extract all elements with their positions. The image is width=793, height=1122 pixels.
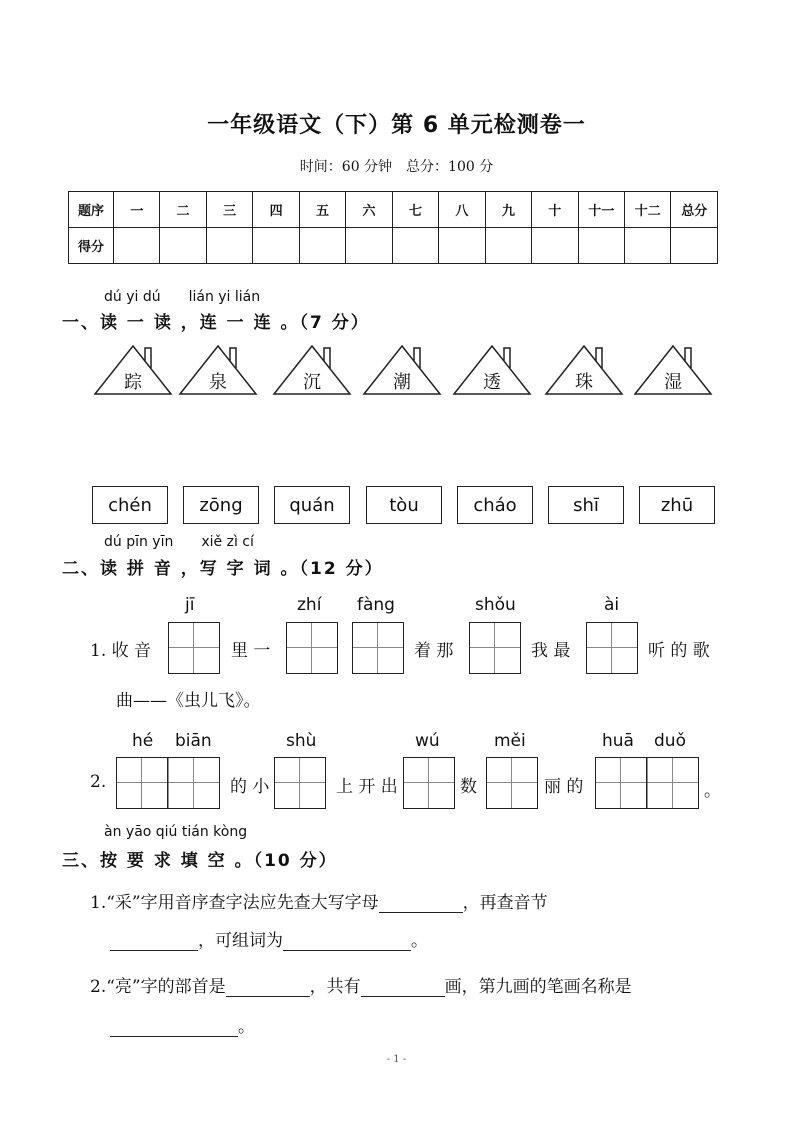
q3-item2-text-c: 画，第九画的笔画名称是: [444, 977, 632, 997]
house-character: 踪: [124, 372, 142, 393]
score-cell[interactable]: [392, 228, 438, 264]
col-header: 五: [299, 192, 345, 228]
pinyin-card[interactable]: chén: [92, 486, 168, 524]
q3-item1-text-b: ，再查音节: [462, 893, 548, 913]
score-cell[interactable]: [253, 228, 299, 264]
writing-box-zhi[interactable]: [286, 622, 338, 674]
writing-box-mei[interactable]: [486, 757, 538, 809]
pinyin-card[interactable]: shī: [548, 486, 624, 524]
col-header: 十: [532, 192, 578, 228]
col-header: 一: [114, 192, 160, 228]
q2-heading: 二、读 拼 音 ，写 字 词 。（12 分）: [62, 559, 384, 579]
q2-2-text-a: 的 小: [230, 777, 270, 797]
character-house[interactable]: [633, 342, 713, 398]
q2-1-text-b: 里 一: [231, 641, 271, 661]
py-shou: shǒu: [475, 595, 516, 615]
score-header-row: [69, 192, 718, 228]
q3-item2-text-a: 2.“亮”字的部首是: [90, 977, 226, 997]
house-character: 泉: [209, 372, 227, 393]
writing-box-ji[interactable]: [168, 622, 220, 674]
blank-syllable[interactable]: [110, 932, 198, 951]
py-zhi: zhí: [297, 595, 322, 615]
py-hua: huā: [602, 731, 634, 751]
score-cell[interactable]: [671, 228, 718, 264]
q3-item2-line2: [110, 1012, 255, 1037]
q2-2-num: 2.: [90, 772, 107, 792]
col-header: 十二: [624, 192, 670, 228]
score-table: [68, 191, 718, 264]
col-header: 三: [206, 192, 252, 228]
character-house[interactable]: [452, 342, 532, 398]
col-header: 十一: [578, 192, 624, 228]
house-character: 潮: [393, 372, 411, 393]
score-cell[interactable]: [485, 228, 531, 264]
q3-item1-text-d: 。: [411, 931, 428, 951]
col-header: 二: [160, 192, 206, 228]
q2-1-text-a: 1. 收 音: [90, 641, 152, 661]
character-house[interactable]: [362, 342, 442, 398]
pinyin-card[interactable]: cháo: [457, 486, 533, 524]
writing-box-wu[interactable]: [403, 757, 455, 809]
character-house[interactable]: [178, 342, 258, 398]
house-character: 透: [483, 372, 501, 393]
q2-pinyin: dú pīn yīn xiě zì cí: [104, 534, 254, 550]
py-duo: duǒ: [654, 731, 686, 751]
q3-item2-line1: [90, 972, 632, 997]
py-ji: jī: [185, 595, 195, 615]
score-cell[interactable]: [299, 228, 345, 264]
character-house[interactable]: [544, 342, 624, 398]
col-header: 七: [392, 192, 438, 228]
q3-item1-text-c: ，可组词为: [198, 931, 283, 951]
score-cell[interactable]: [160, 228, 206, 264]
exam-info: 时间：60 分钟 总分：100 分: [299, 159, 494, 175]
py-wu: wú: [415, 731, 440, 751]
writing-box-shu[interactable]: [274, 757, 326, 809]
blank-stroke-count[interactable]: [361, 978, 445, 997]
q2-1-continuation: 曲——《虫儿飞》。: [116, 691, 261, 711]
score-cell[interactable]: [624, 228, 670, 264]
col-header: 总分: [671, 192, 718, 228]
q3-pinyin: àn yāo qiú tián kòng: [104, 824, 248, 840]
col-header: 六: [346, 192, 392, 228]
row-label-score: 得分: [69, 228, 114, 264]
q2-1-text-d: 我 最: [531, 641, 571, 661]
house-character: 沉: [303, 372, 321, 393]
q3-item2-text-d: 。: [238, 1017, 255, 1037]
writing-box-shou[interactable]: [469, 622, 521, 674]
q2-2-text-b: 上 开 出: [336, 777, 398, 797]
q3-item1-line1: [90, 888, 548, 913]
q1-heading: 一、读 一 读 ，连 一 连 。（7 分）: [62, 313, 370, 333]
q2-1-text-c: 着 那: [414, 641, 454, 661]
q3-heading: 三、按 要 求 填 空 。（10 分）: [62, 851, 338, 871]
score-cell[interactable]: [439, 228, 485, 264]
writing-box-ai[interactable]: [586, 622, 638, 674]
character-house[interactable]: [272, 342, 352, 398]
character-house[interactable]: [93, 342, 173, 398]
house-character: 湿: [664, 372, 682, 393]
pinyin-card[interactable]: quán: [274, 486, 350, 524]
writing-box-fang[interactable]: [352, 622, 404, 674]
score-cell[interactable]: [578, 228, 624, 264]
score-cell[interactable]: [206, 228, 252, 264]
py-bian: biān: [175, 731, 212, 751]
py-mei: měi: [494, 731, 526, 751]
blank-radical[interactable]: [226, 978, 310, 997]
writing-box-huaduo[interactable]: [595, 757, 699, 809]
score-cell[interactable]: [114, 228, 160, 264]
py-fang: fàng: [357, 595, 395, 615]
blank-stroke-name[interactable]: [110, 1018, 238, 1037]
col-header: 八: [439, 192, 485, 228]
q1-pinyin: dú yi dú lián yi lián: [104, 289, 261, 305]
py-shu: shù: [286, 731, 317, 751]
py-ai: ài: [604, 595, 620, 615]
col-header: 四: [253, 192, 299, 228]
q3-item2-text-b: ，共有: [309, 977, 361, 997]
blank-letter[interactable]: [379, 894, 463, 913]
score-value-row: [69, 228, 718, 264]
pinyin-card[interactable]: tòu: [366, 486, 442, 524]
row-label-order: 题序: [69, 192, 114, 228]
pinyin-card[interactable]: zōng: [183, 486, 259, 524]
col-header: 九: [485, 192, 531, 228]
py-he: hé: [132, 731, 154, 751]
writing-box-hebian[interactable]: [116, 757, 220, 809]
house-character: 珠: [575, 372, 593, 393]
score-cell[interactable]: [346, 228, 392, 264]
q2-2-text-c: 数: [460, 777, 477, 797]
q3-item1-line2: [110, 926, 428, 951]
q2-2-text-d: 丽 的: [544, 777, 584, 797]
blank-word[interactable]: [283, 932, 411, 951]
page-number: - 1 -: [386, 1054, 407, 1065]
q2-2-end: 。: [704, 781, 721, 801]
score-cell[interactable]: [532, 228, 578, 264]
page-title: 一年级语文（下）第 6 单元检测卷一: [207, 113, 586, 138]
q3-item1-text-a: 1.“采”字用音序查字法应先查大写字母: [90, 893, 379, 913]
q2-1-text-e: 听 的 歌: [648, 641, 710, 661]
pinyin-card[interactable]: zhū: [639, 486, 715, 524]
